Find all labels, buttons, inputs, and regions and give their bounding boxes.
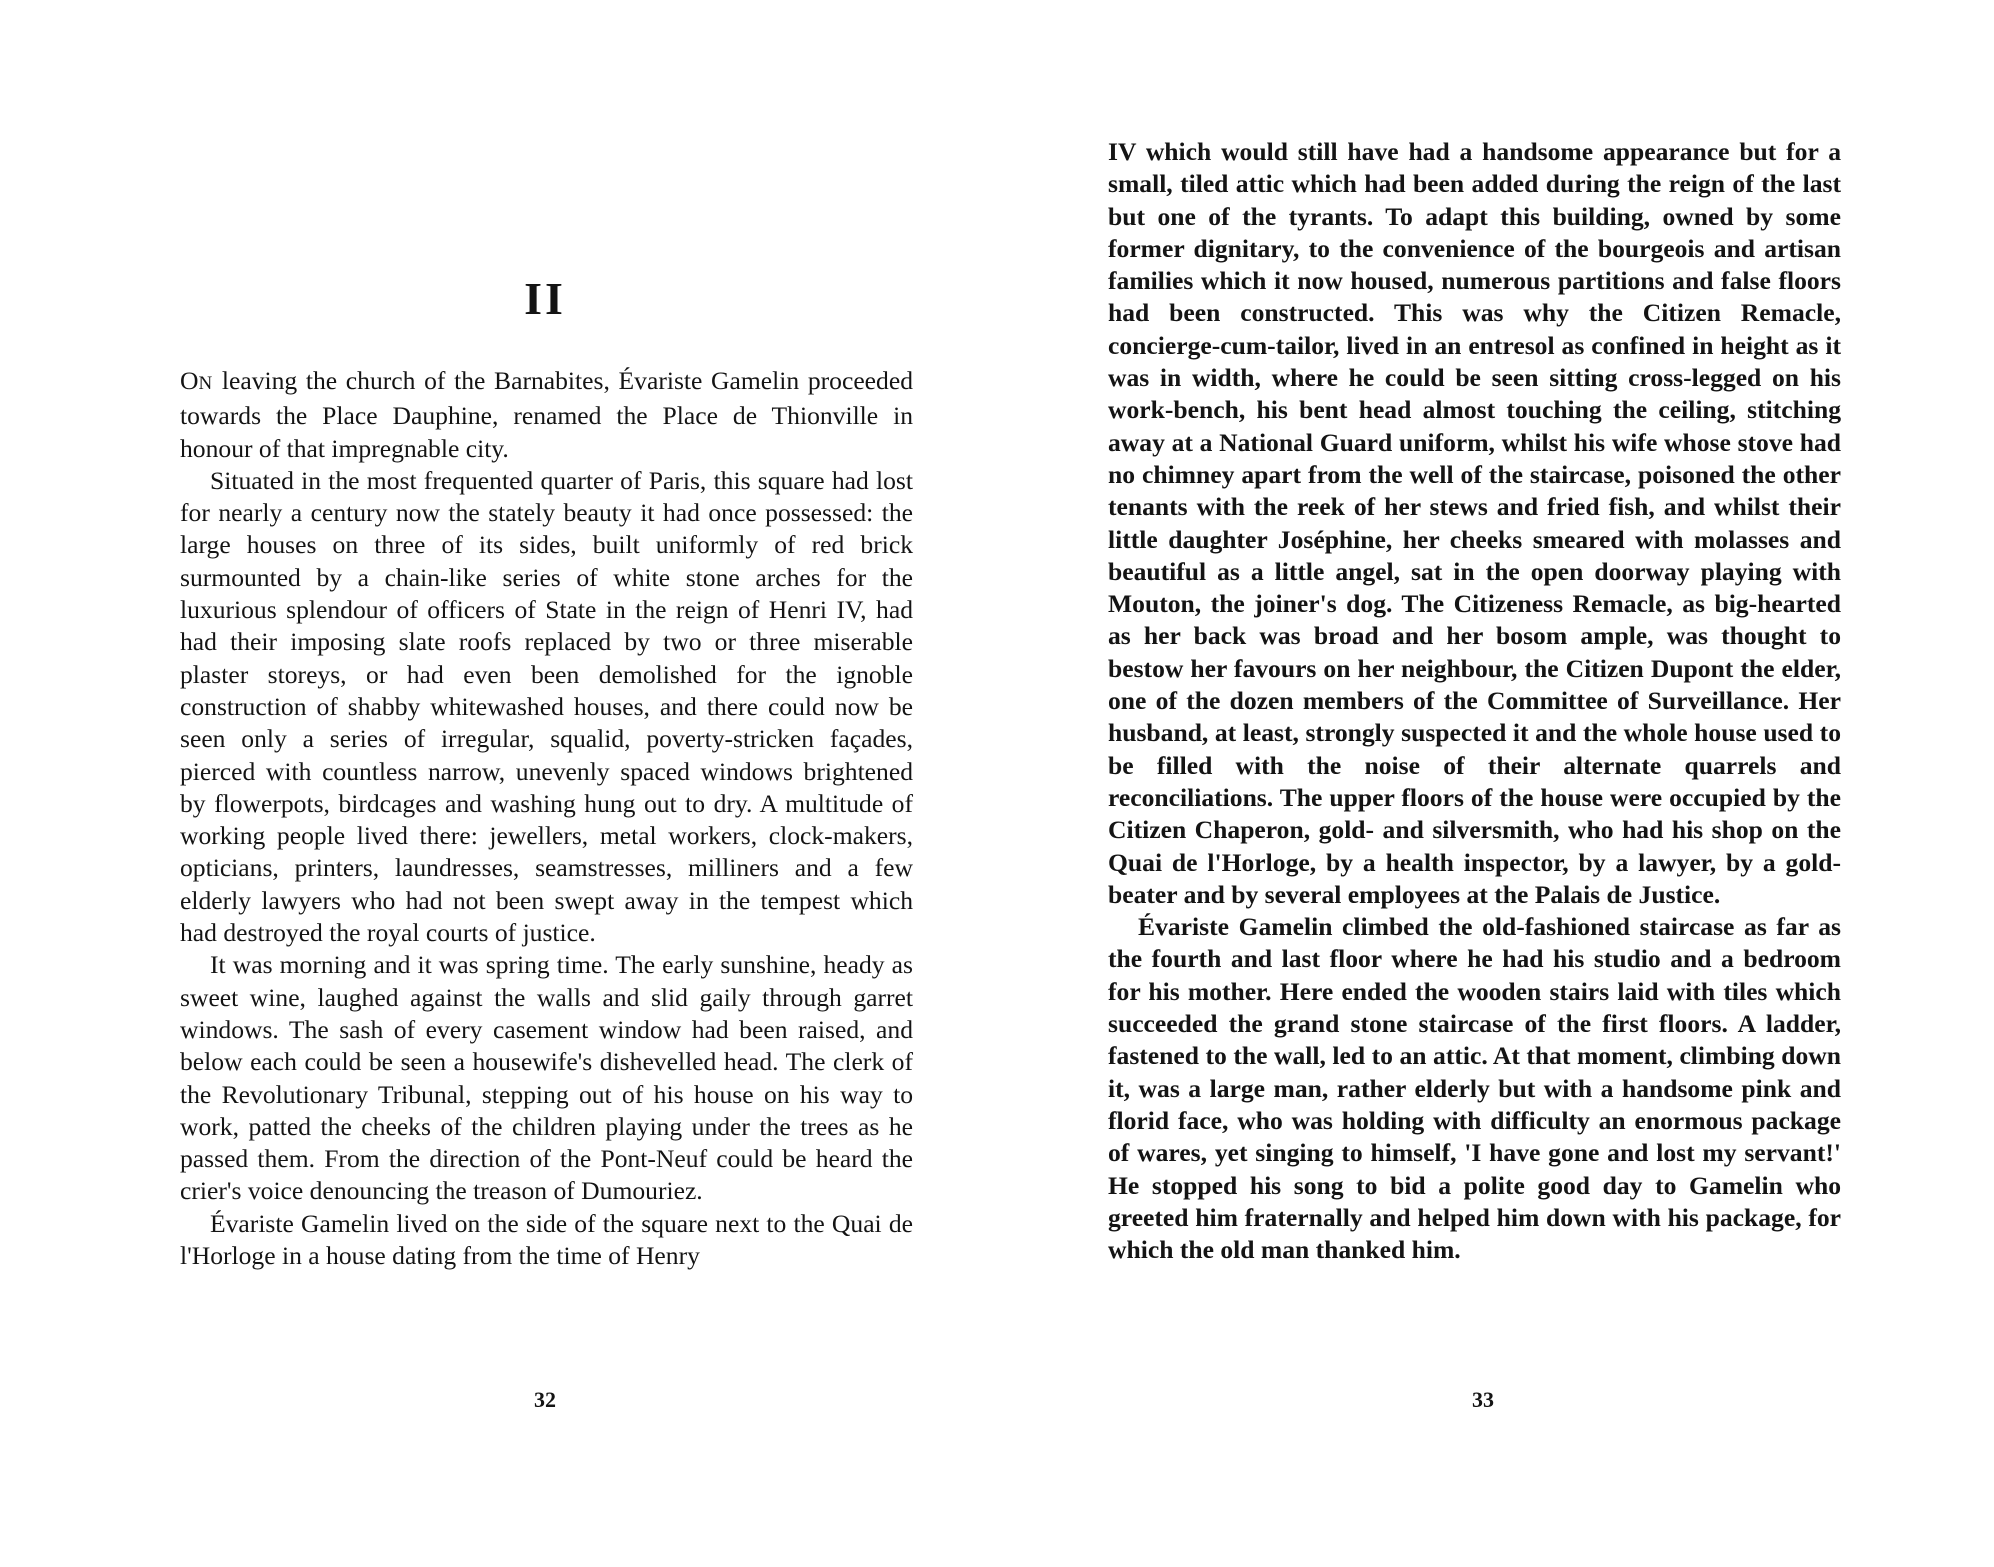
right-page-text (1108, 136, 1841, 1266)
chapter-heading: II (524, 273, 566, 324)
opening-smallcap: N (198, 373, 214, 394)
paragraph: Évariste Gamelin climbed the old-fashioned staircase as far as the fourth and last floor where he had his studio and a bedroom for his mother. Here ended the wooden stairs laid with tiles which succeeded the grand stone staircase of the first floors. A ladder, fastened to the wall, led to an attic. At that moment, climbing down it, was a large man, rather elderly but with a handsome pink and florid face, who was holding with difficulty an enormous package of wares, yet singing to himself, 'I have gone and lost my servant!' He stopped his song to bid a polite good day to Gamelin who greeted him fraternally and helped him down with his package, for which the old man thanked him. (1108, 912, 1841, 1265)
opening-initial: O (180, 366, 199, 395)
paragraph: Évariste Gamelin lived on the side of the square next to the Quai de l'Horloge in a house dating from the time of Henry (180, 1208, 913, 1271)
right-page (997, 0, 1994, 1567)
paragraph: It was morning and it was spring time. The early sunshine, heady as sweet wine, laughed against the walls and slid gaily through garret windows. The sash of every casement window had been raised, and below each could be seen a housewife's dishevelled head. The clerk of the Revolutionary Tribunal, stepping out of his house on his way to work, patted the cheeks of the children playing under the trees as he passed them. From the direction of the Pont-Neuf could be heard the crier's voice denouncing the treason of Dumouriez. (180, 950, 913, 1206)
page-number-right: 33 (1472, 1387, 1494, 1412)
left-page-text (180, 365, 913, 1272)
paragraph: IV which would still have had a handsome appearance but for a small, tiled attic which had been added during the reign of the last but one of the tyrants. To adapt this building, owned by some former dignitary, to the convenience of the bourgeois and artisan families which it now housed, numerous partitions and false floors had been constructed. This was why the Citizen Remacle, concierge-cum-tailor, lived in an entresol as confined in height as it was in width, where he could be seen sitting cross-legged on his work-bench, his bent head almost touching the ceiling, stitching away at a National Guard uniform, whilst his wife whose stove had no chimney apart from the well of the staircase, poisoned the other tenants with the reek of her stews and fried fish, and whilst their little daughter Joséphine, her cheeks smeared with molasses and beautiful as a little angel, sat in the open doorway playing with Mouton, the joiner's dog. The Citizeness Remacle, as big-hearted as her back was broad and her bosom ample, was thought to bestow her favours on her neighbour, the Citizen Dupont the elder, one of the dozen members of the Committee of Surveillance. Her husband, at least, strongly suspected it and the whole house used to be filled with the noise of their alternate quarrels and reconciliations. The upper floors of the house were occupied by the Citizen Chaperon, gold- and silversmith, who had his shop on the Quai de l'Horloge, by a health inspector, by a lawyer, by a gold-beater and by several employees at the Palais de Justice. (1108, 137, 1841, 909)
paragraph-opening (180, 365, 913, 465)
paragraph-text: leaving the church of the Barnabites, Évariste Gamelin proceeded towards the Place Dauphine, renamed the Place de Thionville in honour of that impregnable city. (180, 366, 913, 463)
paragraph: Situated in the most frequented quarter of Paris, this square had lost for nearly a century now the stately beauty it had once possessed: the large houses on three of its sides, built uniformly of red brick surmounted by a chain-like series of white stone arches for the luxurious splendour of officers of State in the reign of Henri IV, had had their imposing slate roofs replaced by two or three miserable plaster storeys, or had even been demolished for the ignoble construction of shabby whitewashed houses, and there could now be seen only a series of irregular, squalid, poverty-stricken façades, pierced with countless narrow, unevenly spaced windows brightened by flowerpots, birdcages and washing hung out to dry. A multitude of working people lived there: jewellers, metal workers, clock-makers, opticians, printers, laundresses, seamstresses, milliners and a few elderly lawyers who had not been swept away in the tempest which had destroyed the royal courts of justice. (180, 465, 913, 948)
page-number-left: 32 (534, 1387, 556, 1412)
